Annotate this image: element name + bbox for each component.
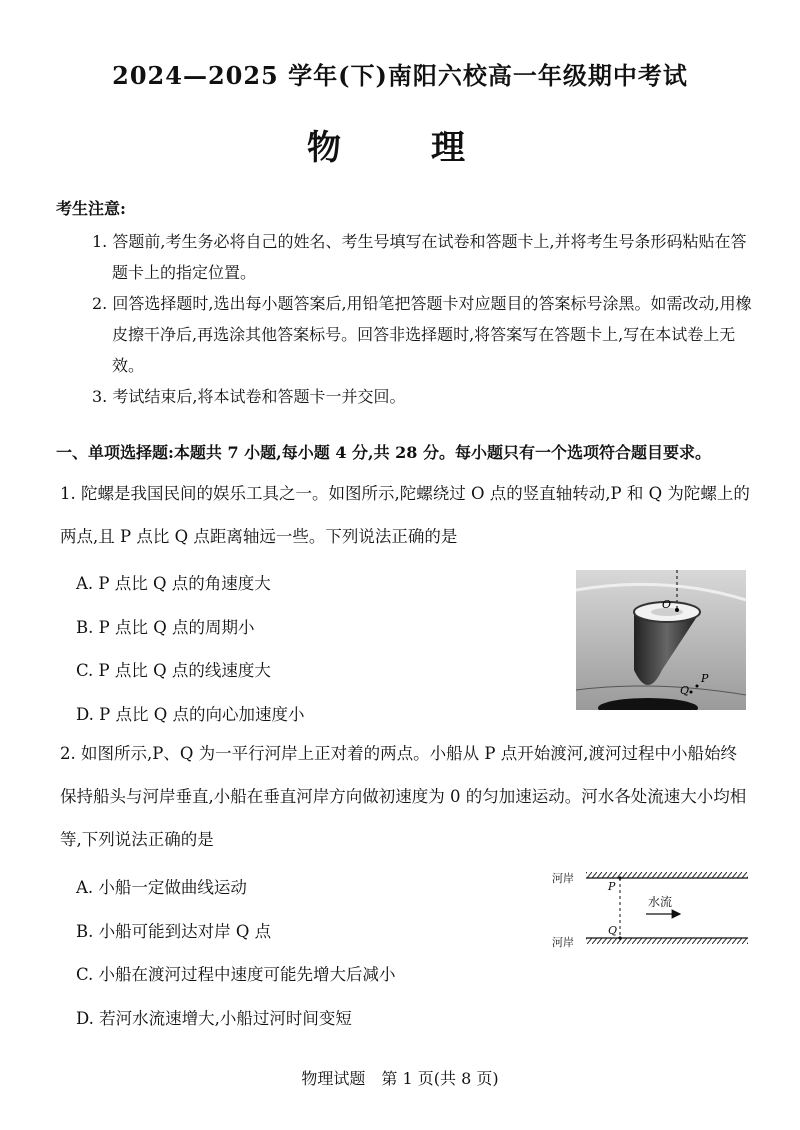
river-diagram [552,866,752,956]
label-p: P [701,672,709,685]
bank-top-label: 河岸 [552,872,574,885]
q1-option-d: D. P 点比 Q 点的向心加速度小 [76,705,305,724]
notice-item: 1. 答题前,考生务必将自己的姓名、考生号填写在试卷和答题卡上,并将考生号条形码粘贴在答题卡上的指定位置。 [92,232,747,282]
notice-item: 3. 考试结束后,将本试卷和答题卡一并交回。 [92,387,406,406]
notice-item: 2. 回答选择题时,选出每小题答案后,用铅笔把答题卡对应题目的答案标号涂黑。如需改动,用橡皮擦干净后,再选涂其他答案标号。回答非选择题时,将答案写在答题卡上,写在本试卷上无效。 [92,294,752,375]
exam-title: 2024—2025 学年(下)南阳六校高一年级期中考试 [112,61,688,90]
question-1-stem [60,472,750,558]
notice-heading: 考生注意: [56,199,126,218]
question-2-stem [60,732,750,861]
label-q: Q [608,924,618,937]
label-q: Q [680,684,690,697]
notice-list [92,226,752,412]
q1-option-c: C. P 点比 Q 点的线速度大 [76,661,271,680]
q2-option-a: A. 小船一定做曲线运动 [76,878,247,897]
section-heading: 一、单项选择题:本题共 7 小题,每小题 4 分,共 28 分。每小题只有一个选项符合题目要求。 [56,443,712,462]
question-stem: 1. 陀螺是我国民间的娱乐工具之一。如图所示,陀螺绕过 O 点的竖直轴转动,P 和 Q 为陀螺上的两点,且 P 点比 Q 点距离轴远一些。下列说法正确的是 [60,484,750,546]
q1-option-b: B. P 点比 Q 点的周期小 [76,618,255,637]
q2-option-d: D. 若河水流速增大,小船过河时间变短 [76,1009,352,1028]
bank-bottom-label: 河岸 [552,936,574,949]
q2-option-c: C. 小船在渡河过程中速度可能先增大后减小 [76,965,396,984]
label-p: P [608,880,616,893]
flow-label: 水流 [648,895,673,909]
q1-option-a: A. P 点比 Q 点的角速度大 [76,574,271,593]
page-footer: 物理试题 第 1 页(共 8 页) [301,1069,499,1088]
subject-title: 物 理 [307,128,493,168]
label-o: O [662,598,672,611]
question-stem: 2. 如图所示,P、Q 为一平行河岸上正对着的两点。小船从 P 点开始渡河,渡河过程中小船始终保持船头与河岸垂直,小船在垂直河岸方向做初速度为 0 的匀加速运动。河水各处流速大小均相等,下列说法正确的是 [60,744,747,849]
q2-option-b: B. 小船可能到达对岸 Q 点 [76,922,272,941]
spinning-top-photo [576,570,746,710]
